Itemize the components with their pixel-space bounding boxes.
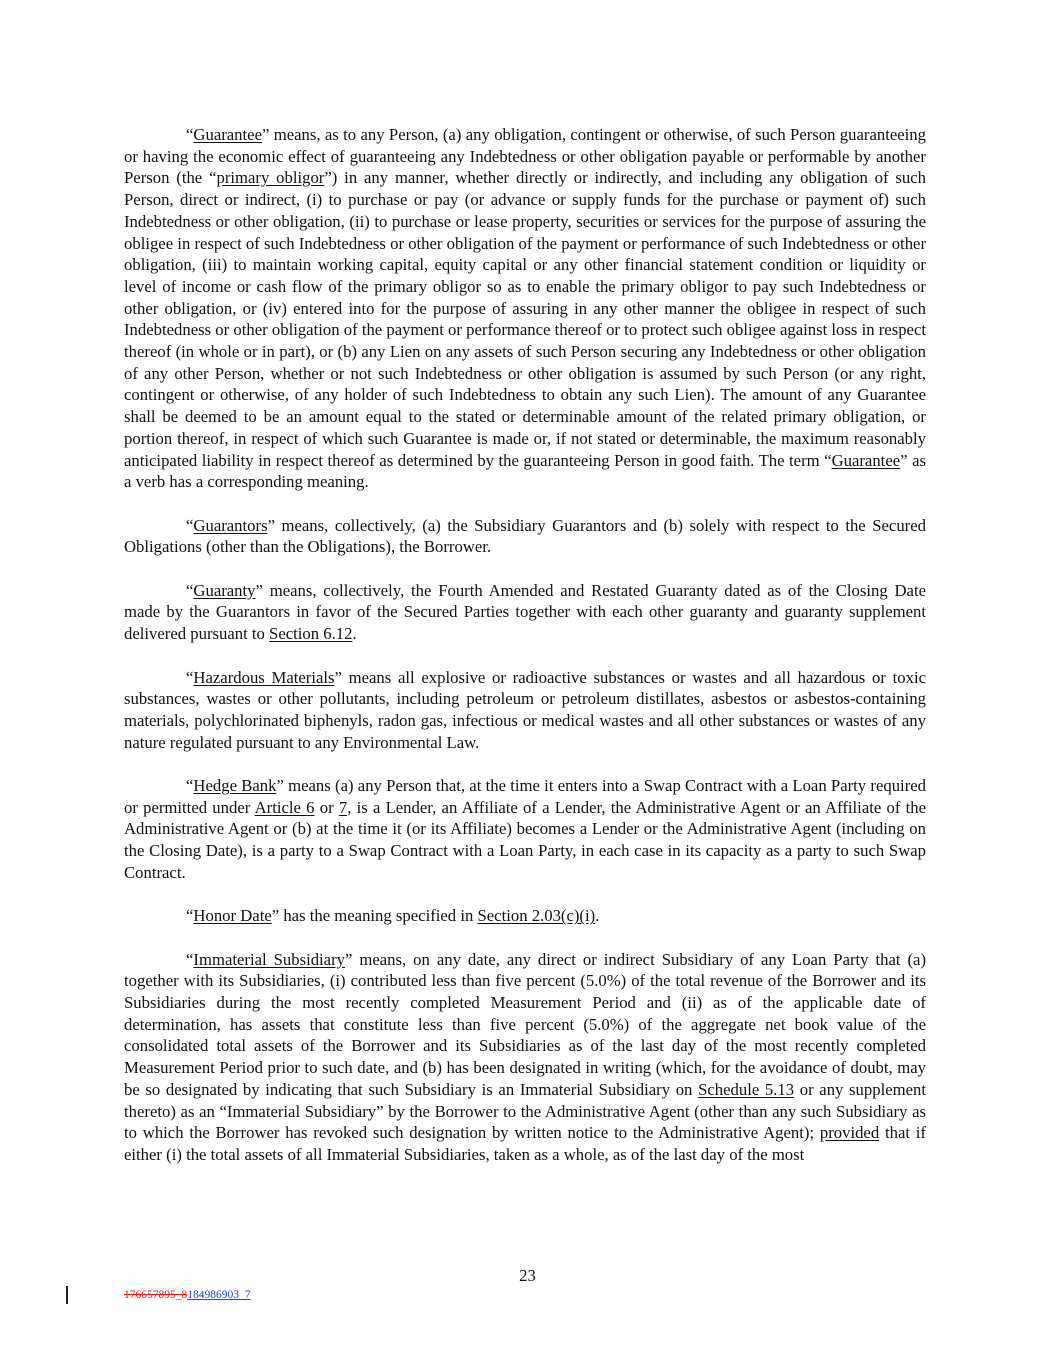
page-number: 23	[519, 1266, 536, 1285]
underlined-reference: provided	[819, 1123, 880, 1143]
underlined-reference: Schedule 5.13	[698, 1079, 795, 1099]
definition-hedge-bank	[124, 775, 926, 884]
definition-guaranty	[124, 580, 926, 645]
paragraph-text: ” means, as to any Person, (a) any obligation, contingent or otherwise, of such Person guaranteeing or having the economic effect of guaranteeing any Indebtedness or other obligation payable or performable by another Person (the “	[124, 125, 926, 188]
paragraph-text: that if either (i) the total assets of all Immaterial Subsidiaries, taken as a whole, as of the last day of the most	[124, 1123, 926, 1164]
paragraph-text: “	[186, 515, 194, 535]
revision-change-bar	[66, 1286, 68, 1304]
underlined-reference: Guarantee	[831, 450, 901, 470]
paragraph-text: .	[595, 906, 600, 926]
paragraph-text: , is a Lender, an Affiliate of a Lender, the Administrative Agent or an Affiliate of the Administrative Agent or (b) at the time it (or its Affiliate) becomes a Lender or the Administrative Agent (including on the Closing Date), is a party to a Swap Contract with a Loan Party, in each case in its capacity as a party to such Swap Contract.	[124, 797, 926, 882]
paragraph-text: “	[186, 776, 194, 796]
paragraph-text: .	[352, 624, 357, 644]
page-body	[124, 124, 926, 1187]
underlined-reference: Section 2.03(c)(i)	[477, 906, 596, 926]
paragraph-text: “	[186, 580, 194, 600]
paragraph-text: “	[186, 667, 194, 687]
paragraph-text: or	[314, 797, 339, 817]
paragraph-text: ” means (a) any Person that, at the time it enters into a Swap Contract with a Loan Party required or permitted under	[124, 776, 926, 817]
document-id-inserted: 184986903_7	[187, 1289, 251, 1301]
paragraph-text: or any supplement thereto) as an “Immaterial Subsidiary” by the Borrower to the Administrative Agent (other than any such Subsidiary as to which the Borrower has revoked such designation by written notice to the Administrative Agent);	[124, 1079, 926, 1143]
document-id-deleted: 176657895_8	[124, 1289, 188, 1301]
paragraph-text: “	[186, 906, 194, 926]
underlined-reference: Immaterial Subsidiary	[193, 949, 345, 969]
paragraph-text: “	[186, 125, 194, 144]
paragraph-text: ”) in any manner, whether directly or indirectly, and including any obligation of such Person, direct or indirect, (i) to purchase or pay (or advance or supply funds for the purchase or payment of) such Indebtedness or other obligation, (ii) to purchase or lease property, securities or services for the purpose of assuring the obligee in respect of such Indebtedness or other obligation of the payment or performance of such Indebtedness or other obligation, (iii) to maintain working capital, equity capital or any other financial statement condition or liquidity or level of income or cash flow of the primary obligor so as to enable the primary obligor to pay such Indebtedness or other obligation, or (iv) entered into for the purpose of assuring in any other manner the obligee in respect of such Indebtedness or other obligation of the payment or performance thereof or to protect such obligee against loss in respect thereof (in whole or in part), or (b) any Lien on any assets of such Person securing any Indebtedness or other obligation of any other Person, whether or not such Indebtedness or other obligation is assumed by such Person (or any right, contingent or otherwise, of any holder of such Indebtedness to obtain any such Lien). The amount of any Guarantee shall be deemed to be an amount equal to the stated or determinable amount of the related primary obligation, or portion thereof, in respect of which such Guarantee is made or, if not stated or determinable, the maximum reasonably anticipated liability in respect thereof as determined by the guaranteeing Person in good faith. The term “	[124, 168, 927, 470]
underlined-reference: Honor Date	[193, 906, 272, 926]
document-id	[124, 1289, 251, 1302]
underlined-reference: Section 6.12	[269, 624, 353, 644]
paragraph-text: ” as a verb has a corresponding meaning.	[124, 450, 926, 492]
paragraph-text: “	[186, 949, 194, 969]
underlined-reference: Guarantors	[193, 515, 268, 535]
underlined-reference: Hedge Bank	[193, 776, 277, 796]
paragraph-text: ” has the meaning specified in	[271, 906, 478, 926]
definition-guarantors	[124, 515, 926, 558]
paragraph-text: ” means all explosive or radioactive substances or wastes and all hazardous or toxic substances, wastes or other pollutants, including petroleum or petroleum distillates, asbestos or asbestos-containing materials, polychlorinated biphenyls, radon gas, infectious or medical wastes and all other substances or wastes of any nature regulated pursuant to any Environmental Law.	[124, 667, 926, 752]
underlined-reference: 7	[338, 797, 348, 817]
paragraph-text: ” means, collectively, (a) the Subsidiary Guarantors and (b) solely with respect to the Secured Obligations (other than the Obligations), the Borrower.	[124, 515, 926, 557]
definition-guarantee	[124, 124, 926, 493]
underlined-reference: Hazardous Materials	[193, 667, 335, 687]
underlined-reference: primary obligor	[216, 168, 325, 188]
paragraph-text: ” means, on any date, any direct or indirect Subsidiary of any Loan Party that (a) together with its Subsidiaries, (i) contributed less than five percent (5.0%) of the total revenue of the Borrower and its Subsidiaries during the most recently completed Measurement Period and (ii) as of the applicable date of determination, has assets that constitute less than five percent (5.0%) of the aggregate net book value of the consolidated total assets of the Borrower and its Subsidiaries as of the last day of the most recently completed Measurement Period prior to such date, and (b) has been designated in writing (which, for the avoidance of doubt, may be so designated by indicating that such Subsidiary is an Immaterial Subsidiary on	[124, 949, 927, 1099]
definition-hazardous-materials	[124, 667, 926, 754]
definition-immaterial-subsidiary	[124, 949, 926, 1166]
definition-honor-date	[124, 905, 926, 927]
underlined-reference: Article 6	[254, 797, 315, 817]
underlined-reference: Guaranty	[193, 580, 256, 600]
underlined-reference: Guarantee	[193, 125, 262, 144]
paragraph-text: ” means, collectively, the Fourth Amended and Restated Guaranty dated as of the Closing Date made by the Guarantors in favor of the Secured Parties together with each other guaranty and guaranty supplement delivered pursuant to	[124, 580, 926, 644]
